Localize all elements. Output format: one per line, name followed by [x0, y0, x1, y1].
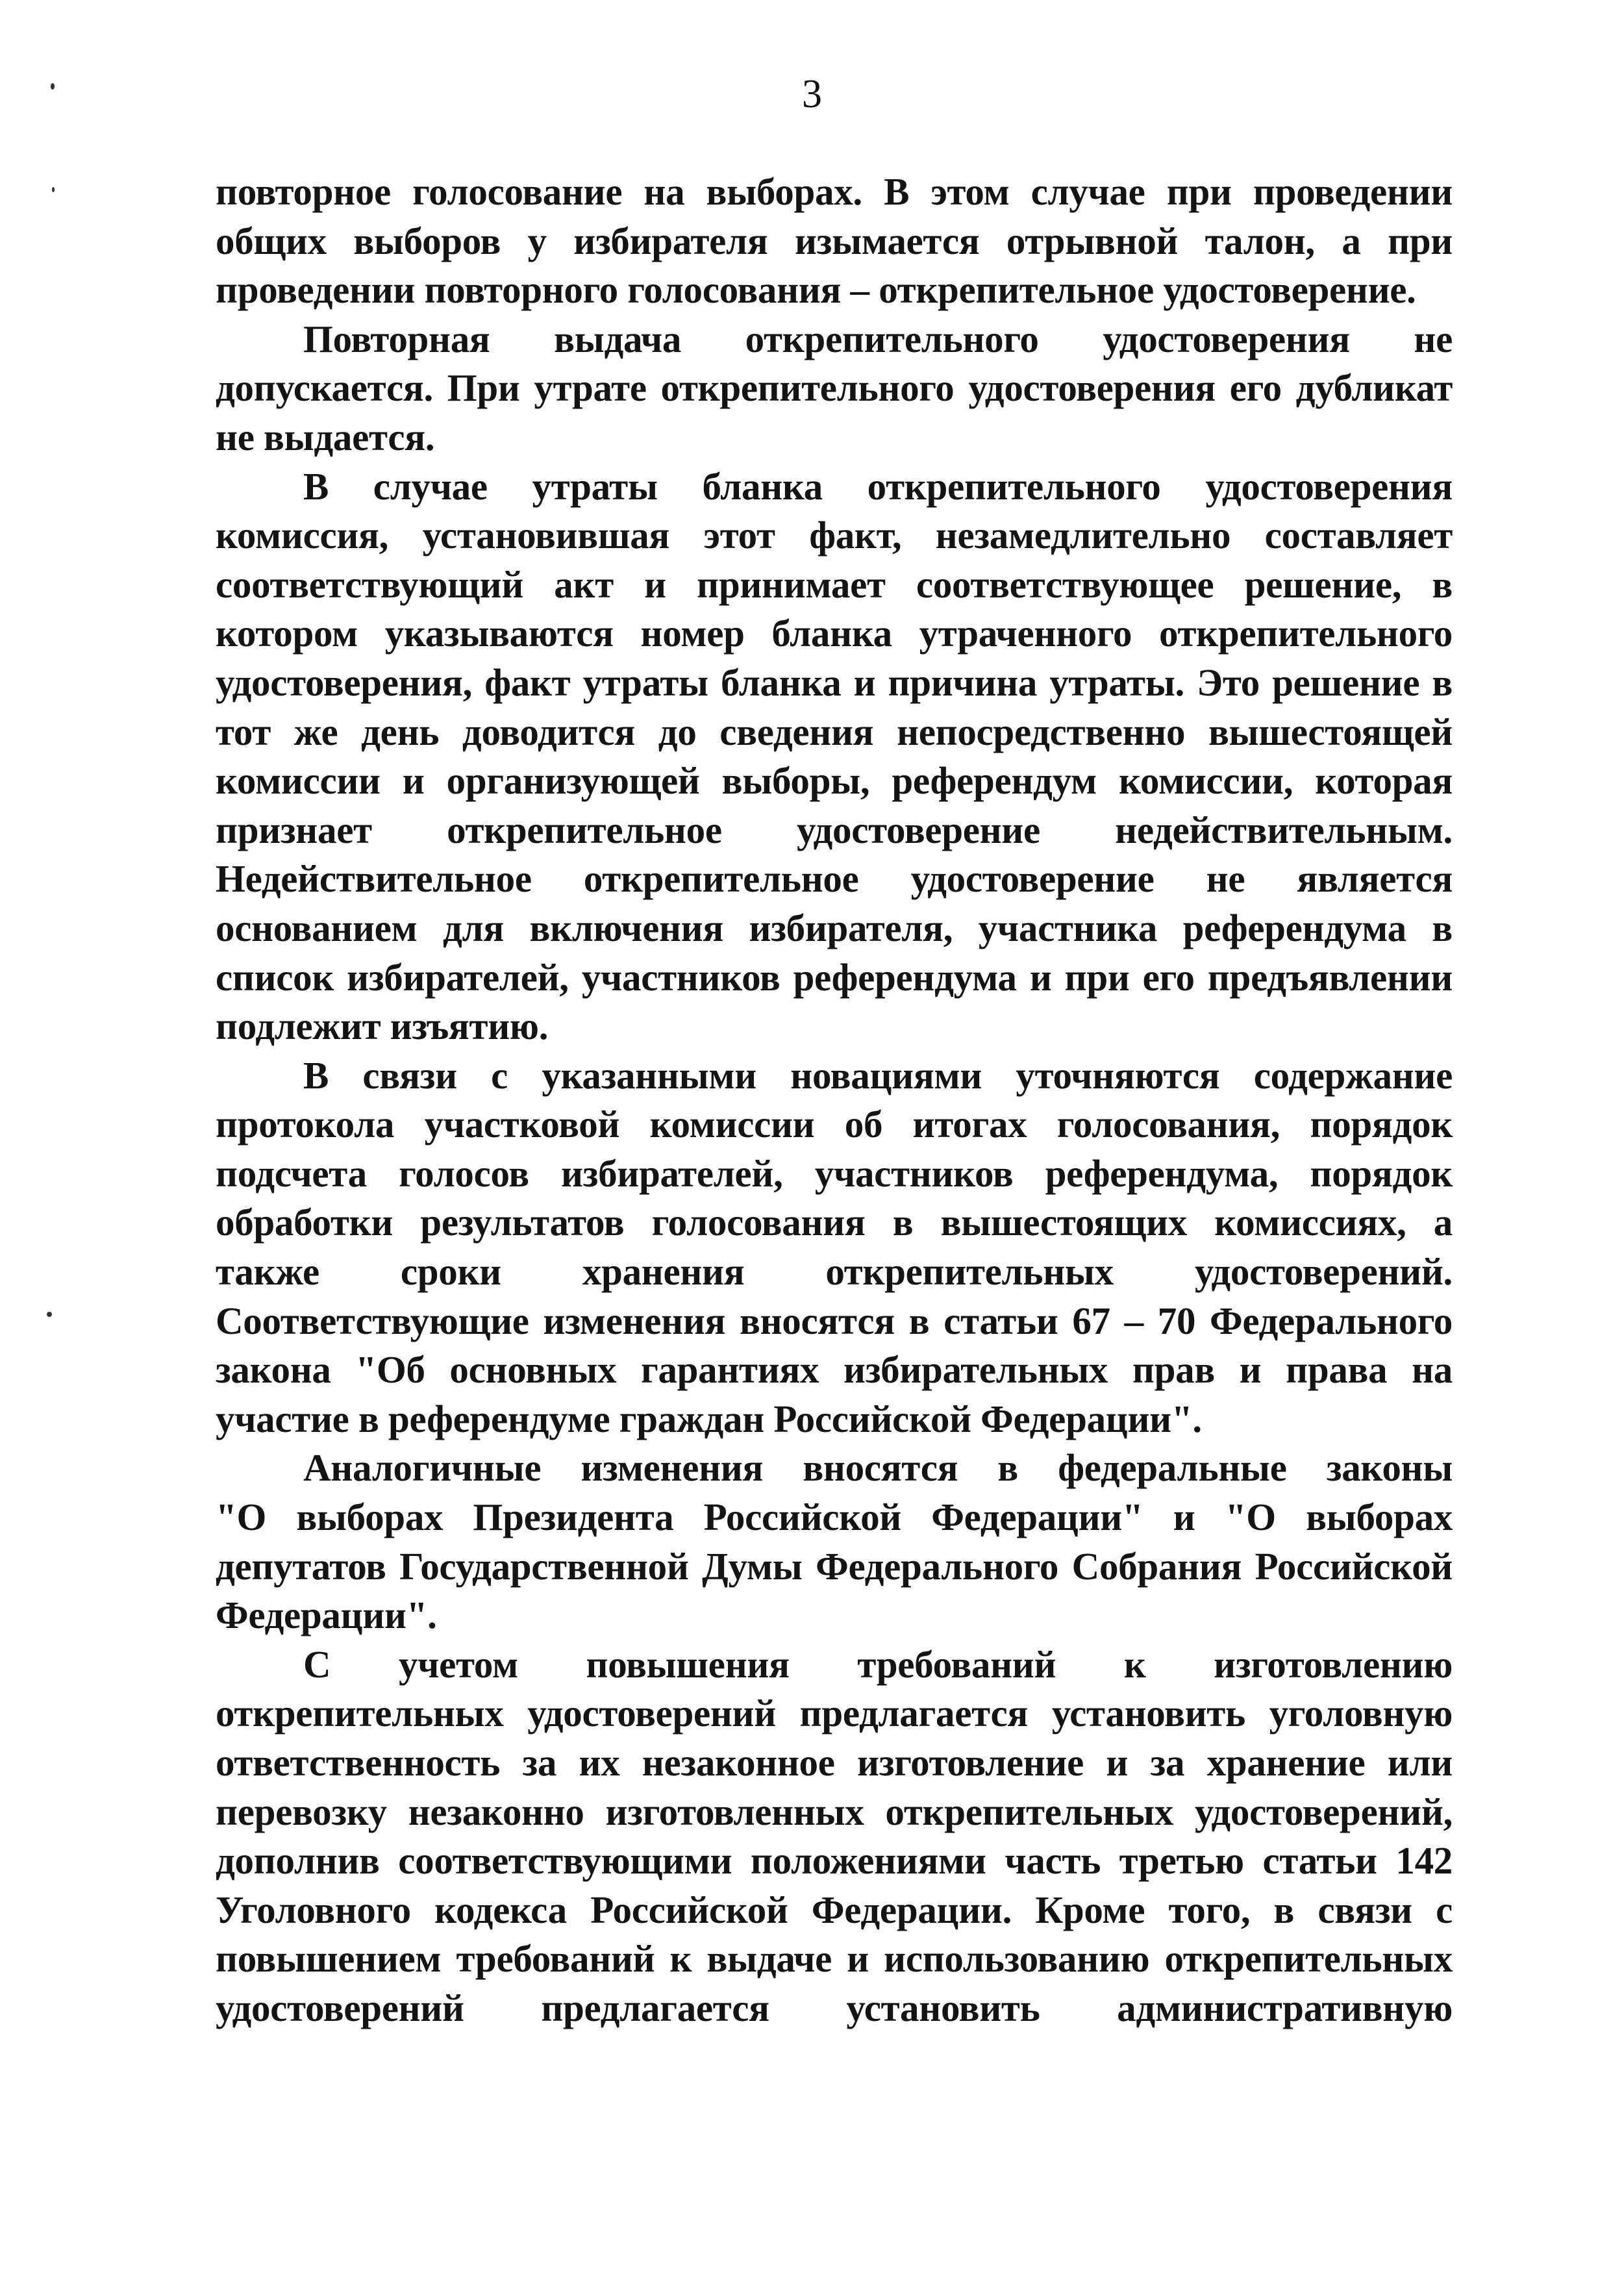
text-line: протокола участковой комиссии об итогах голосования, порядок — [216, 1103, 1453, 1146]
text-line: комиссия, установившая этот факт, незамедлительно составляет — [216, 514, 1453, 557]
text-line: общих выборов у избирателя изымается отрывной талон, а при — [216, 219, 1453, 262]
text-line: также сроки хранения открепительных удостоверений. — [216, 1250, 1453, 1294]
text-line: котором указываются номер бланка утраченного открепительного — [216, 612, 1453, 655]
text-line: повторное голосование на выборах. В этом случае при проведении — [216, 170, 1453, 213]
text-line: Недействительное открепительное удостоверение не является — [216, 857, 1453, 901]
text-line: подсчета голосов избирателей, участников референдума, порядок — [216, 1151, 1453, 1195]
text-line: проведении повторного голосования – открепительное удостоверение. — [216, 268, 1416, 312]
text-line: тот же день доводится до сведения непосредственно вышестоящей — [216, 710, 1453, 753]
text-line: допускается. При утрате открепительного удостоверения его дубликат — [216, 366, 1453, 410]
text-line: обработки результатов голосования в вышестоящих комиссиях, а — [216, 1201, 1453, 1244]
page-number: 3 — [802, 72, 822, 116]
text-line: участие в референдуме граждан Российской Федерации". — [216, 1397, 1202, 1440]
text-line: депутатов Государственной Думы Федерального Собрания Российской — [216, 1544, 1453, 1588]
text-line: закона "Об основных гарантиях избирательных прав и права на — [216, 1348, 1453, 1392]
text-line: комиссии и организующей выборы, референдум комиссии, которая — [216, 759, 1453, 803]
text-line: Федерации". — [216, 1594, 437, 1637]
text-line: не выдается. — [216, 415, 435, 458]
text-line: удостоверения, факт утраты бланка и причина утраты. Это решение в — [216, 660, 1453, 704]
text-line: основанием для включения избирателя, участника референдума в — [216, 906, 1453, 949]
document-body — [216, 168, 1453, 2033]
text-line: список избирателей, участников референдума и при его предъявлении — [216, 955, 1453, 999]
text-line: Уголовного кодекса Российской Федерации. Кроме того, в связи с — [216, 1888, 1453, 1931]
paragraph-first-line: С учетом повышения требований к изготовлению — [303, 1642, 1453, 1686]
text-line: Соответствующие изменения вносятся в статьи 67 – 70 Федерального — [216, 1299, 1453, 1342]
text-line: повышением требований к выдаче и использованию открепительных — [216, 1937, 1453, 1981]
scan-speck — [51, 83, 55, 90]
text-line: перевозку незаконно изготовленных открепительных удостоверений, — [216, 1790, 1453, 1833]
text-line: "О выборах Президента Российской Федерации" и "О выборах — [216, 1496, 1453, 1539]
paragraph-first-line: Аналогичные изменения вносятся в федеральные законы — [303, 1446, 1453, 1490]
text-line: соответствующий акт и принимает соответствующее решение, в — [216, 562, 1453, 606]
text-line: удостоверений предлагается установить административную — [216, 1986, 1453, 2029]
paragraph-first-line: Повторная выдача открепительного удостоверения не — [303, 317, 1453, 360]
text-line: открепительных удостоверений предлагается установить уголовную — [216, 1692, 1453, 1735]
text-line: дополнив соответствующими положениями часть третью статьи 142 — [216, 1839, 1453, 1883]
text-line: ответственность за их незаконное изготовление и за хранение или — [216, 1741, 1453, 1784]
text-line: подлежит изъятию. — [216, 1005, 549, 1048]
scan-speck — [52, 187, 55, 192]
paragraph-first-line: В связи с указанными новациями уточняются содержание — [303, 1053, 1453, 1097]
text-line: признает открепительное удостоверение недействительным. — [216, 808, 1453, 851]
scan-speck — [47, 1312, 52, 1317]
paragraph-first-line: В случае утраты бланка открепительного удостоверения — [303, 464, 1453, 508]
